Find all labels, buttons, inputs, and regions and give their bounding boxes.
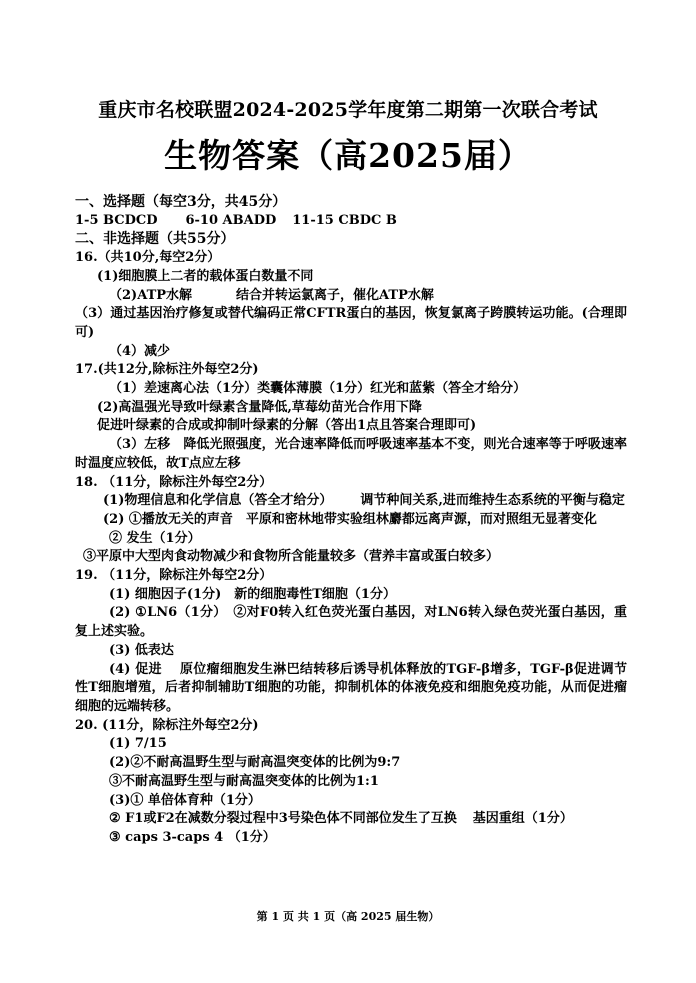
q20-answer-1: (1) 7/15 [109,736,167,752]
q19-answer-2: (2) ①LN6（1分） ②对F0转入红色荧光蛋白基因，对LN6转入绿色荧光蛋白基因，重复上述实验。 [75,605,627,640]
q18-answer-1 [75,492,627,511]
q16-answer-1: (1)细胞膜上二者的载体蛋白数量不同 [97,268,314,284]
q16-heading: 16.（共10分,每空2分） [75,250,221,266]
exam-title: 重庆市名校联盟2024-2025学年度第二期第一次联合考试 [98,99,598,121]
choice-answers-6-10: 6-10 ABADD [185,212,277,228]
q20-answer-6: ③ caps 3-caps 4 （1分） [109,829,276,845]
q20-answer-5a: ② F1或F2在减数分裂过程中3号染色体不同部位发生了互换 [109,811,457,827]
q16-answer-4: （4）减少 [109,343,171,359]
q18-answer-1a: (1)物理信息和化学信息（答全才给分） [103,493,333,509]
q18-answer-4: ③平原中大型肉食动物减少和食物所含能量较多（营养丰富或蛋白较多） [83,549,500,565]
q17-heading: 17.(共12分,除标注外每空2分) [75,362,259,378]
q20-answer-4: (3)① 单倍体育种（1分） [109,792,261,808]
q20-heading: 20. (11分，除标注外每空2分) [75,717,259,733]
q20-answer-5 [75,810,627,829]
choice-answers [75,212,627,231]
choice-answers-1-5: 1-5 BCDCD [75,212,158,228]
answer-content [75,193,627,848]
q17-answer-4: （3）左移 降低光照强度，光合速率降低而呼吸速率基本不变，则光合速率等于呼吸速率时温度应较低，故T点应左移 [75,437,627,471]
choice-answers-11-15: 11-15 CBDC B [292,212,397,228]
q19-answer-4: (4) 促进 原位瘤细胞发生淋巴结转移后诱导机体释放的TGF-β增多，TGF-β促进调节性T细胞增殖，后者抑制辅助T细胞的功能，抑制机体的体液免疫和细胞免疫功能，从而促进瘤细胞的远端转移。 [75,661,627,714]
q17-answer-2: (2)高温强光导致叶绿素含量降低,草莓幼苗光合作用下降 [97,399,422,415]
q16-answer-2 [75,287,627,306]
answer-subtitle: 生物答案（高2025届） [164,136,532,175]
q19-answer-1: (1) 细胞因子(1分) 新的细胞毒性T细胞（1分） [109,586,396,602]
choice-heading: 一、选择题（每空3分，共45分） [75,194,287,210]
q16-answer-2b: 结合并转运氯离子，催化ATP水解 [236,287,434,303]
q17-answer-3: 促进叶绿素的合成或抑制叶绿素的分解（答出1点且答案合理即可) [97,418,477,434]
q16-answer-3: （3）通过基因治疗修复或替代编码正常CFTR蛋白的基因，恢复氯离子跨膜转运功能。(合理即可) [75,306,627,340]
q17-answer-1: （1）差速离心法（1分）类囊体薄膜（1分）红光和蓝紫（答全才给分） [109,381,527,397]
q20-answer-5b: 基因重组（1分） [472,811,573,827]
q19-answer-3: (3) 低表达 [109,642,174,658]
q18-answer-3: ② 发生（1分） [109,530,201,546]
q16-answer-2a: （2)ATP水解 [109,287,193,303]
q19-heading: 19. （11分，除标注外每空2分） [75,568,273,584]
q18-answer-1b: 调节种间关系,进而维持生态系统的平衡与稳定 [360,493,625,509]
page-footer: 第 1 页 共 1 页（高 2025 届生物） [256,910,440,923]
q18-answer-2: (2) ①播放无关的声音 平原和密林地带实验组林麝都远离声源，而对照组无显著变化 [103,511,597,527]
q20-answer-3: ③不耐高温野生型与耐高温突变体的比例为1:1 [109,773,379,789]
nonchoice-heading: 二、非选择题（共55分） [75,231,235,248]
q20-answer-2: (2)②不耐高温野生型与耐高温突变体的比例为9:7 [109,755,401,771]
q18-heading: 18. （11分，除标注外每空2分） [75,474,273,490]
